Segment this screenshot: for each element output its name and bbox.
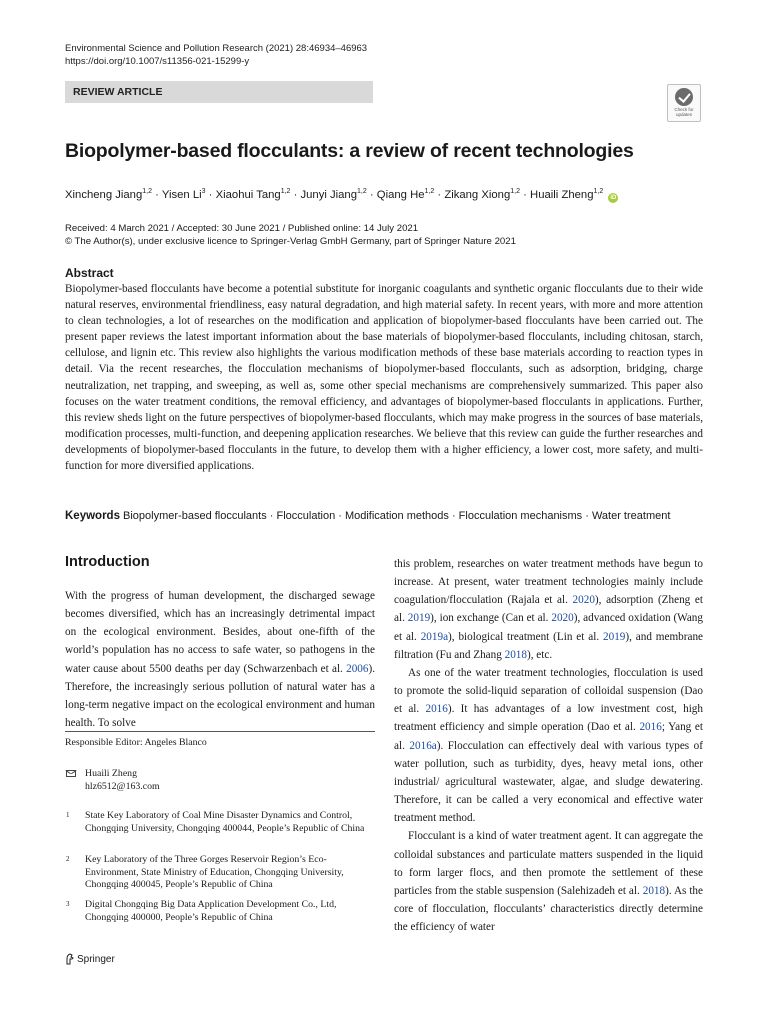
citation-link[interactable]: 2019a <box>420 630 449 643</box>
paragraph: With the progress of human development, the discharged sewage becomes diversified, which has an increasingly detrimental impact on the ecological environment. Besides, about one-fifth of the world’s population has no access to safe water, so pathogens in the water cause about 5500 deaths per day (Schwarzenbach et al. 2006). Therefore, the increasingly serious pollution of natural water has a long-term negative impact on the ecological environment and human health. To solve <box>65 590 375 730</box>
publisher-name: Springer <box>77 953 115 965</box>
affiliation-number: 2 <box>66 855 70 863</box>
responsible-editor: Responsible Editor: Angeles Blanco <box>65 737 207 748</box>
affiliation: Key Laboratory of the Three Gorges Reservoir Region’s Eco-Environment, State Ministry of Education, Chongqing University, Chongqing 400045, People’s Republic of China <box>85 854 344 891</box>
article-type-band: REVIEW ARTICLE <box>65 81 373 103</box>
affiliation: State Key Laboratory of Coal Mine Disaster Dynamics and Control, Chongqing University, Chongqing 400044, People’s Republic of China <box>85 810 365 834</box>
author[interactable]: Zikang Xiong$^{1,2}$ <box>444 188 520 201</box>
introduction-heading: Introduction <box>65 554 150 570</box>
citation-link[interactable]: 2016a <box>409 739 437 752</box>
citation-link[interactable]: 2019 <box>603 630 626 643</box>
left-column <box>65 587 375 732</box>
abstract-text: Biopolymer-based flocculants have become a potential substitute for inorganic coagulants and synthetic organic flocculants due to their wide natural reserves, environmental friendliness, easy natural degradation, and high material safety. In recent years, with more and more attention to clean technologies, a lot of researches on the modification and application of biopolymer-based flocculants have been carried out. The present paper reviews the latest important information about the base materials of biopolymer-based flocculants, including chitosan, starch, cellulose, and lignin etc. This review also highlights the various modification methods of these base materials according to reaction types in detail. Via the recent researches, the flocculation mechanisms of biopolymer-based flocculants, such as adsorption, bridging, charge neutralization, net trapping, and sweeping, as well as, some other special mechanisms are comprehensively summarized. This paper also focuses on the water treatment conditions, the removal efficiency, and advantages of biopolymer-based flocculants in applications. Further, this review sheds light on the future perspectives of biopolymer-based flocculants, which may make progress in the sources of base materials, modification processes, multi-function, and deepening application researches. We believe that this review can guide the further researches and developments of biopolymer-based flocculants in the future, to develop them with a higher efficiency, a lower cost, more safety, and multi-function for more diversified applications. <box>65 283 703 473</box>
affiliation-number: 1 <box>66 811 70 819</box>
citation-link[interactable]: 2018 <box>642 884 666 897</box>
check-badge-text-2: updates <box>675 112 692 117</box>
author[interactable]: Junyi Jiang$^{1,2}$ <box>300 188 367 201</box>
publication-dates <box>65 222 516 248</box>
doi-link[interactable]: https://doi.org/10.1007/s11356-021-15299-y <box>65 56 250 67</box>
citation-link[interactable]: 2020 <box>551 612 574 625</box>
keywords <box>65 508 670 524</box>
corresponding-author <box>85 767 160 793</box>
right-column <box>394 555 703 936</box>
keywords-text: Biopolymer-based flocculants · Flocculation · Modification methods · Flocculation mechanisms · Water treatment <box>123 510 671 522</box>
orcid-icon[interactable]: iD <box>610 194 617 201</box>
paper-title: Biopolymer-based flocculants: a review of recent technologies <box>65 140 634 162</box>
author[interactable]: Qiang He$^{1,2}$ <box>376 188 435 201</box>
paragraph: As one of the water treatment technologies, flocculation is used to promote the solid-liquid separation of colloidal suspension (Dao et al. 2016). It has advantages of a low investment cost, high treatment efficiency and simple operation (Dao et al. 2016; Yang et al. 2016a). Flocculation can effectively deal with various types of water pollution, such as turbidity, dyes, heavy metal ions, other industrial/ agricultural wastewater, algae, and sludge dewatering. Therefore, it can be called a very economical and effective water treatment method. <box>394 666 703 825</box>
paragraph: Flocculant is a kind of water treatment agent. It can aggregate the colloidal substances and particulate matters suspended in the liquid to form larger flocs, and then promote the settlement of these particles from the stable suspension (Salehizadeh et al. 2018). As the core of flocculation, flocculants’ characteristics directly determine the efficiency of water <box>394 830 703 934</box>
contact-name: Huaili Zheng <box>85 768 137 779</box>
citation-link[interactable]: 2020 <box>572 594 595 607</box>
citation-link[interactable]: 2016 <box>425 703 448 716</box>
journal-citation: Environmental Science and Pollution Research (2021) 28:46934–46963 <box>65 43 368 54</box>
citation-link[interactable]: 2016 <box>639 721 662 734</box>
author[interactable]: Yisen Li$^3$ <box>161 188 206 201</box>
copyright-line: © The Author(s), under exclusive licence to Springer-Verlag GmbH Germany, part of Springer Nature 2021 <box>65 236 516 247</box>
citation-link[interactable]: 2018 <box>504 648 527 661</box>
dates-line: Received: 4 March 2021 / Accepted: 30 June 2021 / Published online: 14 July 2021 <box>65 223 419 234</box>
footnote-divider <box>65 731 375 732</box>
contact-email[interactable]: hlz6512@163.com <box>85 781 160 792</box>
citation-link[interactable]: 2019 <box>407 612 431 625</box>
paragraph: this problem, researches on water treatment methods have begun to increase. At present, water treatment technologies mainly include coagulation/flocculation (Rajala et al. 2020), adsorption (Zheng et al. 2019), ion exchange (Can et al. 2020), advanced oxidation (Wang et al. 2019a), biological treatment (Lin et al. 2019), and membrane filtration (Fu and Zhang 2018), etc. <box>394 558 704 661</box>
author[interactable]: Huaili Zheng$^{1,2}$ <box>530 188 604 201</box>
citation-link[interactable]: 2006 <box>346 662 369 675</box>
author[interactable]: Xiaohui Tang$^{1,2}$ <box>215 188 291 201</box>
check-badge-text-1: Check for <box>674 107 694 112</box>
keywords-label: Keywords <box>65 510 120 522</box>
journal-header <box>65 42 367 68</box>
envelope-icon <box>66 770 76 777</box>
author-list: Xincheng Jiang$^{1,2}$ · Yisen $Li^3$ · Xiaohui Tang$^{1,2}$ · Junyi Jiang$^{1,2}$ · Qiang He$^{1,2}$ · Zikang Xiong$^{1,2}$ · Huaili Zheng$^{1,2}$ iD <box>65 188 617 201</box>
affiliation-number: 3 <box>66 900 70 908</box>
affiliation: Digital Chongqing Big Data Application Development Co., Ltd, Chongqing 400000, People’s Republic of China <box>85 899 337 923</box>
check-for-updates-icon <box>675 88 693 106</box>
author[interactable]: Xincheng Jiang$^{1,2}$ <box>65 188 152 201</box>
springer-horse-icon <box>65 953 74 965</box>
abstract-heading: Abstract <box>65 266 114 280</box>
publisher-footer <box>65 953 115 965</box>
check-for-updates-badge[interactable] <box>667 84 701 122</box>
